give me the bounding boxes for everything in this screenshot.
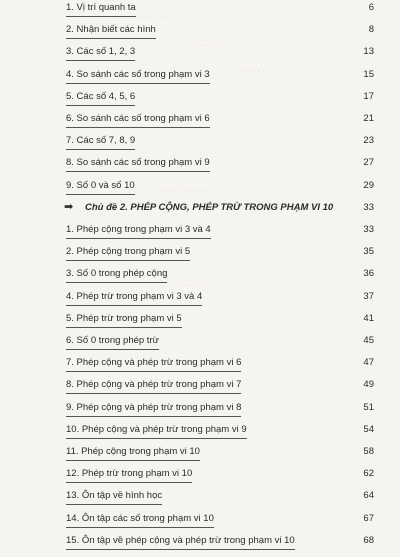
toc-entry: [0, 46, 400, 68]
toc-entry-title: 14. Ôn tập các số trong phạm vi 10: [66, 513, 214, 528]
toc-entry: [0, 535, 400, 557]
toc-entry: [0, 224, 400, 246]
page-number: 51: [363, 401, 374, 413]
toc-entry-title: 15. Ôn tập về phép cộng và phép trừ trong phạm vi 10: [66, 535, 295, 550]
page-number: 58: [363, 446, 374, 457]
page-number: 27: [363, 157, 374, 169]
toc-entry-title: 3. Các số 1, 2, 3: [66, 46, 135, 61]
toc-entry: [0, 513, 400, 535]
page-number: 49: [363, 379, 374, 391]
toc-entry: [0, 446, 400, 468]
page-number: 15: [363, 68, 374, 80]
toc-entry: [0, 135, 400, 157]
toc-entry-title: 1. Vị trí quanh ta: [66, 2, 136, 17]
toc-entry-title: 8. So sánh các số trong phạm vi 9: [66, 157, 210, 172]
toc-entry: [0, 180, 400, 202]
page-number: 54: [363, 423, 374, 435]
page-number: 17: [363, 90, 374, 102]
toc-entry: [0, 357, 400, 379]
page-number: 33: [363, 224, 374, 235]
toc-entry-title: 13. Ôn tập về hình học: [66, 490, 162, 505]
toc-entry: [0, 379, 400, 401]
toc-entry-title: 7. Các số 7, 8, 9: [66, 135, 135, 150]
toc-entry: [0, 24, 400, 46]
toc-entry: [0, 246, 400, 268]
page-number: 13: [363, 46, 374, 58]
toc-entry-title: 6. So sánh các số trong phạm vi 6: [66, 113, 210, 128]
page-number: 41: [363, 312, 374, 324]
page-number: 62: [363, 468, 374, 480]
toc-entry-title: 11. Phép cộng trong phạm vi 10: [66, 446, 200, 461]
toc-entry-title: 1. Phép cộng trong phạm vi 3 và 4: [66, 224, 211, 239]
page-number: 45: [363, 335, 374, 346]
toc-entry-title: 7. Phép cộng và phép trừ trong phạm vi 6: [66, 357, 241, 372]
toc-entry: [0, 490, 400, 512]
page-number: 68: [363, 534, 374, 546]
toc-entry: [0, 69, 400, 91]
toc-entry: [0, 291, 400, 313]
page-number: 64: [363, 490, 374, 502]
toc-entry-title: 3. Số 0 trong phép cộng: [66, 268, 167, 283]
page-number: 33: [363, 201, 374, 213]
toc-entry-title: 6. Số 0 trong phép trừ: [66, 335, 159, 350]
toc-entry-title: 12. Phép trừ trong phạm vi 10: [66, 468, 192, 483]
toc-entry: [0, 91, 400, 113]
toc-entry-title: 4. Phép trừ trong phạm vi 3 và 4: [66, 291, 202, 306]
chapter-title: Chủ đề 2. PHÉP CỘNG, PHÉP TRỪ TRONG PHẠM VI 10: [85, 201, 334, 213]
toc-entry: [0, 157, 400, 179]
toc-entry-title: 5. Phép trừ trong phạm vi 5: [66, 313, 182, 328]
toc-entry: [0, 313, 400, 335]
page-number: 21: [363, 113, 374, 124]
toc-entry: [0, 468, 400, 490]
toc-entry: [0, 402, 400, 424]
chapter-heading: [0, 202, 400, 224]
page-number: 6: [368, 2, 374, 13]
page-number: 37: [363, 290, 374, 302]
page-number: 36: [363, 268, 374, 280]
page-number: 35: [363, 246, 374, 258]
toc-entry-title: 10. Phép cộng và phép trừ trong phạm vi 9: [66, 424, 247, 439]
toc-entry: [0, 2, 400, 24]
toc-entry-title: 2. Phép cộng trong phạm vi 5: [66, 246, 190, 261]
toc-entry-title: 2. Nhận biết các hình: [66, 24, 156, 39]
page-number: 47: [363, 357, 374, 369]
toc-entry: [0, 335, 400, 357]
page-number: 8: [368, 24, 374, 36]
page-number: 23: [363, 135, 374, 147]
page-number: 67: [363, 512, 374, 524]
toc-entry: [0, 424, 400, 446]
toc-entry-title: 8. Phép cộng và phép trừ trong phạm vi 7: [66, 379, 241, 394]
toc-entry-title: 9. Phép cộng và phép trừ trong phạm vi 8: [66, 402, 241, 417]
toc-entry-title: 4. So sánh các số trong phạm vi 3: [66, 69, 210, 84]
toc-entry-title: 9. Số 0 và số 10: [66, 180, 135, 195]
page-number: 29: [363, 179, 374, 191]
chapter-arrow-icon: ➡: [64, 200, 74, 213]
toc-entry: [0, 113, 400, 135]
toc-entry: [0, 268, 400, 290]
toc-entry-title: 5. Các số 4, 5, 6: [66, 91, 135, 106]
